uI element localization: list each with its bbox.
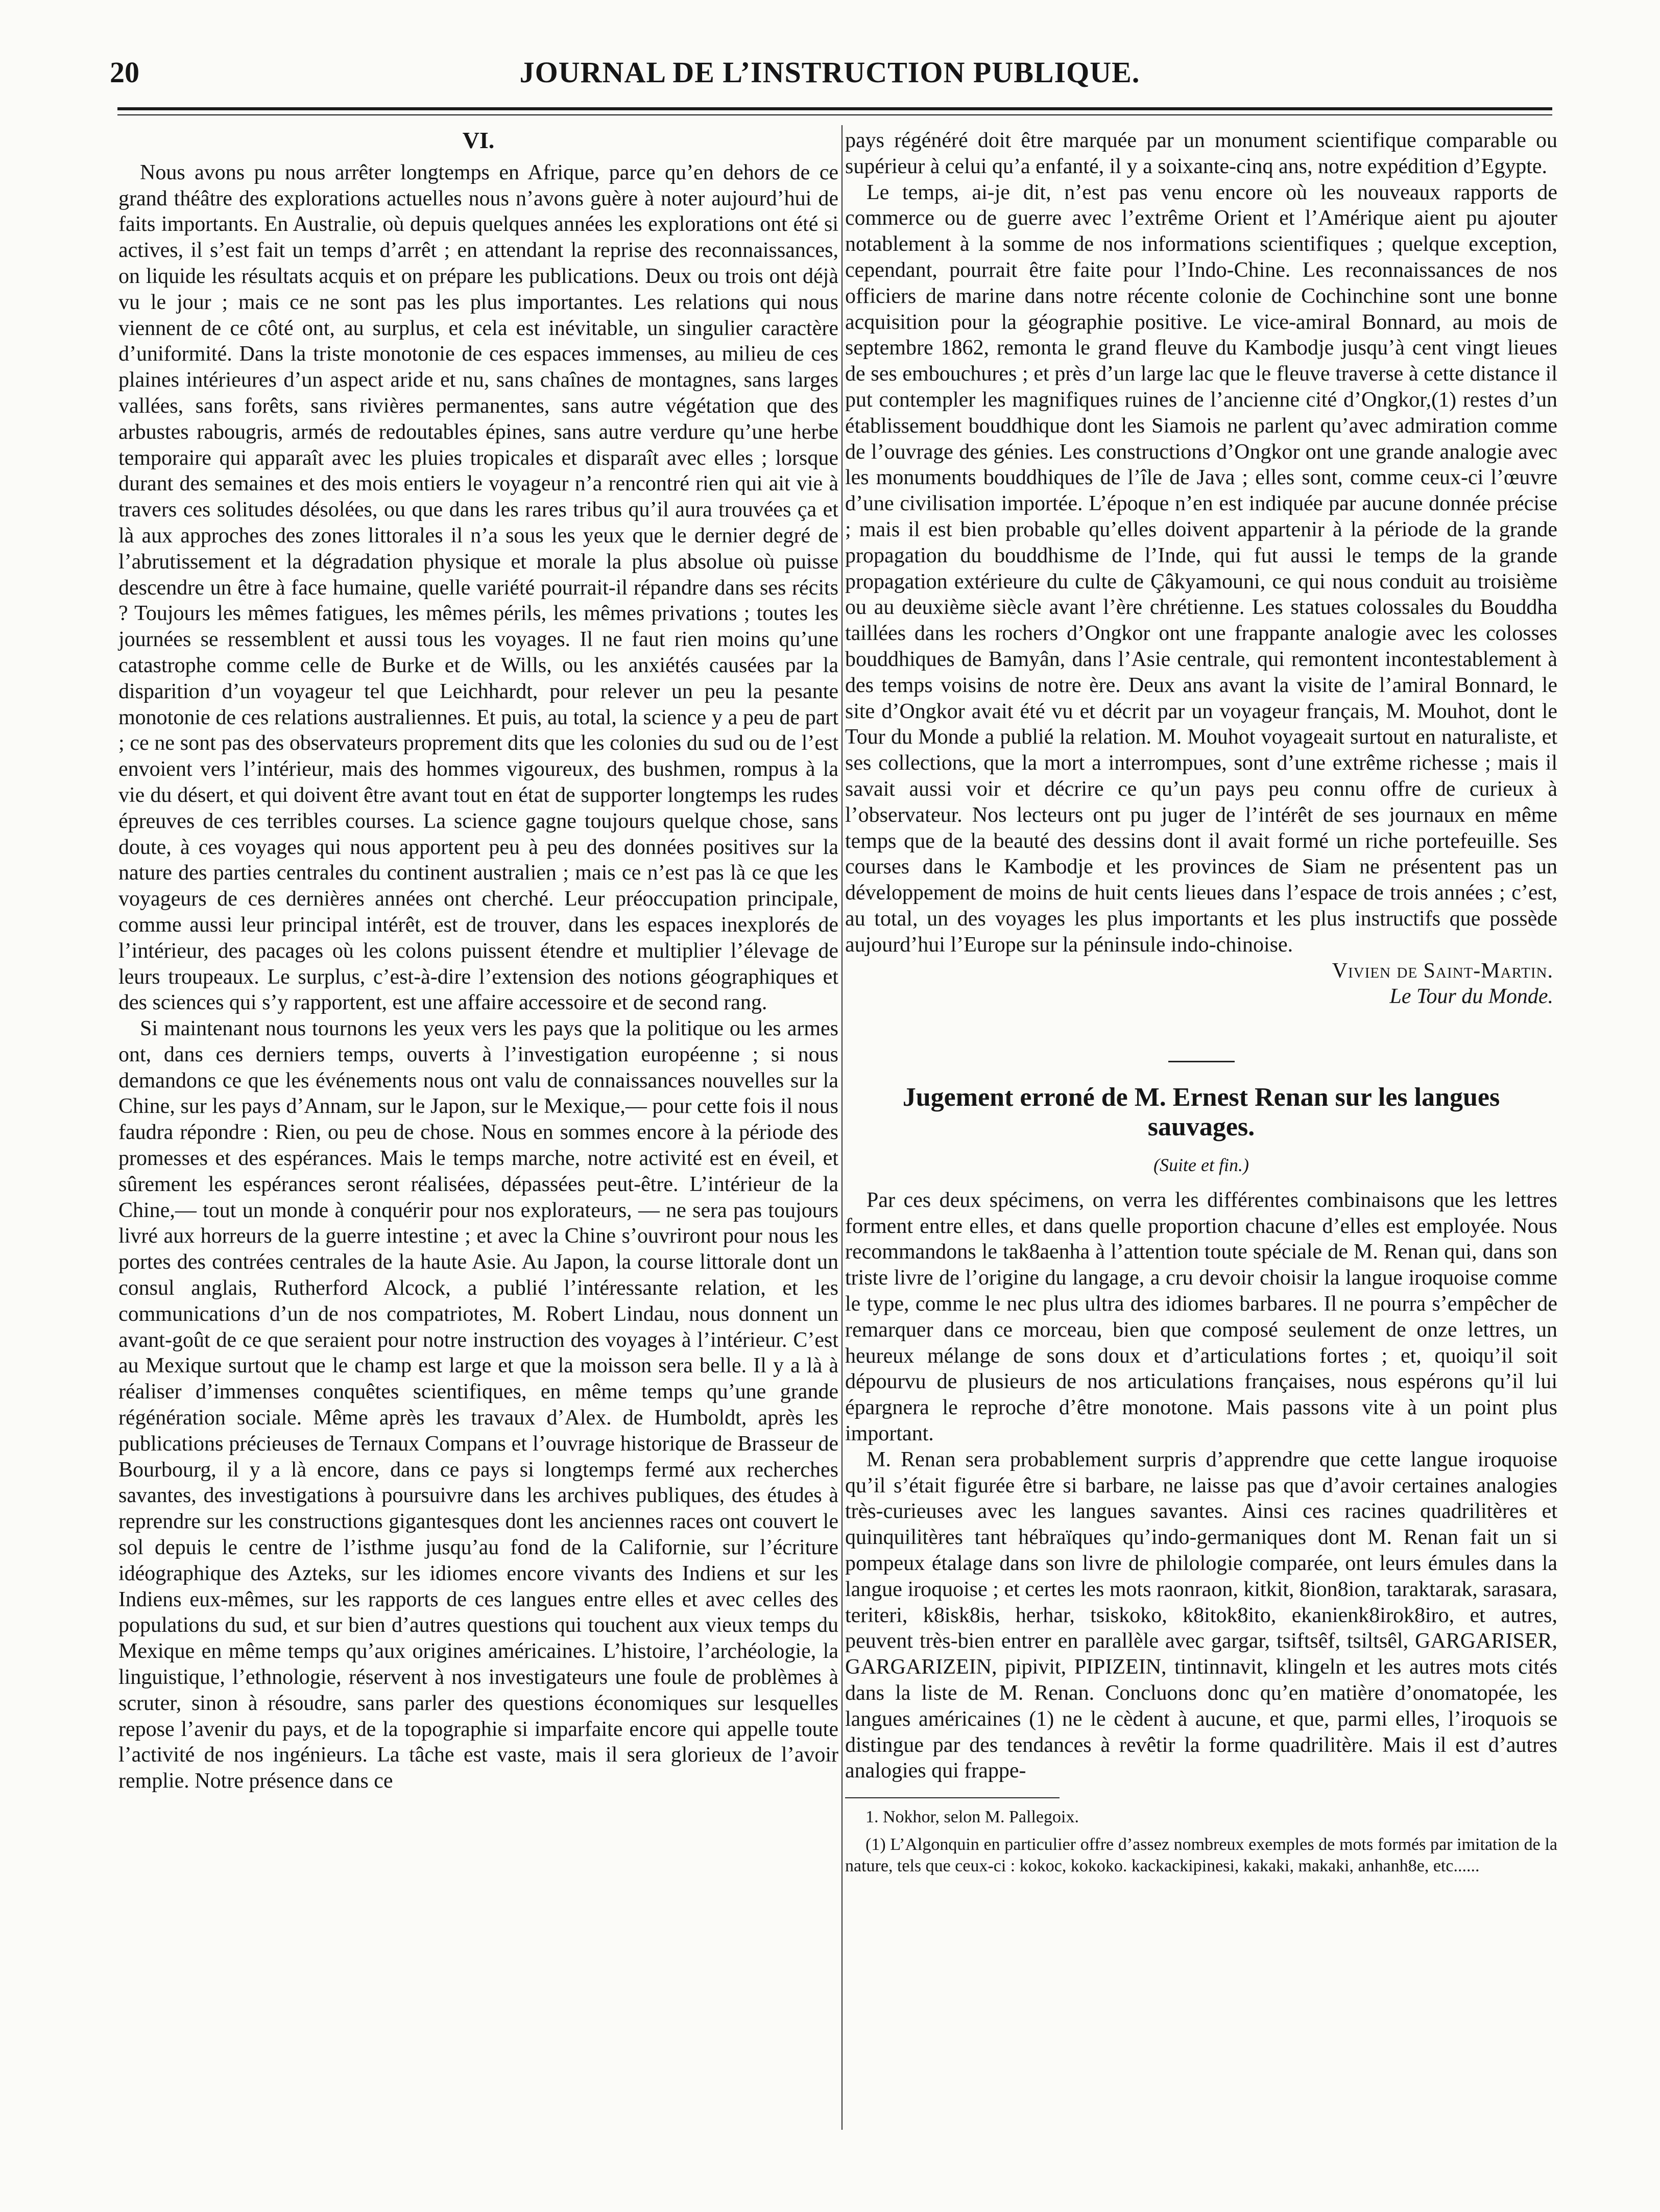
article-paragraph: M. Renan sera probablement surpris d’apprendre que cette langue iroquoise qu’il s’était figurée être si barbare, ne laisse pas que d’avoir certaines analogies très-curieuses avec les langues savantes. Ainsi ces racines quadrilitères et quinquilitères tant hébraïques qu’indo-germaniques dont M. Renan fait un si pompeux étalage dans son livre de philologie comparée, ont leurs émules dans la langue iroquoise ; et certes les mots raonraon, kitkit, 8ion8ion, taraktarak, sarasara, teriteri, k8isk8is, herhar, tsiskoko, k8itok8ito, ekanienk8irok8iro, et autres, peuvent très-bien entrer en parallèle avec gargar, tsiftsêf, tsiltsêl, GARGARISER, GARGARIZEIN, pipivit, PIPIZEIN, tintinnavit, klingeln et les autres mots cités dans la liste de M. Renan. Concluons donc qu’en matière d’onomatopée, les langues américaines (1) ne le cèdent à aucune, et que, parmi elles, l’iroquois se distingue par des tendances à revêtir la forme quadrilitère. Mais il est d’autres analogies qui frappe- <box>845 1447 1557 1783</box>
source-attribution: Le Tour du Monde. <box>1389 985 1553 1009</box>
article-subtitle: (Suite et fin.) <box>1153 1155 1249 1176</box>
journal-title: JOURNAL DE L’INSTRUCTION PUBLIQUE. <box>519 56 1140 89</box>
page-header <box>110 55 1550 101</box>
section-number: VI. <box>462 127 495 153</box>
right-column <box>845 128 1557 1883</box>
paragraph: Le temps, ai-je dit, n’est pas venu encore où les nouveaux rapports de commerce ou de guerre avec l’extrême Orient et l’Amérique aient pu ajouter notablement à la somme de nos informations scientifiques ; quelque exception, cependant, pourrait être faite pour l’Indo-Chine. Les reconnaissances de nos officiers de marine dans notre récente colonie de Cochinchine sont une bonne acquisition pour la géographie positive. Le vice-amiral Bonnard, au mois de septembre 1862, remonta le grand fleuve du Kambodje jusqu’à cent vingt lieues de ses embouchures ; et près d’un large lac que le fleuve traverse à cette distance il put contempler les magnifiques ruines de l’ancienne cité d’Ongkor,(1) restes d’un établissement bouddhique dont les Siamois ne parlent qu’avec admiration comme de l’ouvrage des génies. Les constructions d’Ongkor ont une grande analogie avec les monuments bouddhiques de l’île de Java ; elles sont, comme ceux-ci l’œuvre d’une civilisation importée. L’époque n’en est indiquée par aucune donnée précise ; mais il est bien probable qu’elles doivent appartenir à la période de la grande propagation du bouddhisme de l’Inde, qui fut aussi le temps de la grande propagation extérieure du culte de Çâkyamouni, ce qui nous conduit au troisième ou au deuxième siècle avant l’ère chrétienne. Les statues colossales du Bouddha taillées dans les rochers d’Ongkor ont une frappante analogie avec les colosses bouddhiques de Bamyân, dans l’Asie centrale, qui remontent incontestablement à des temps voisins de notre ère. Deux ans avant la visite de l’amiral Bonnard, le site d’Ongkor avait été vu et décrit par un voyageur français, M. Mouhot, dont le Tour du Monde a publié la relation. M. Mouhot voyageait surtout en naturaliste, et ses collections, que la mort a interrompues, sont d’une extrême richesse ; mais il savait aussi voir et décrire ce qu’un pays peu connu offre de curieux à l’observateur. Nos lecteurs ont pu juger de l’intérêt de ses journaux en même temps que de la beauté des dessins dont il avait formé un riche portefeuille. Ses courses dans le Kambodje et les provinces de Siam ne présentent pas un développement de moins de huit cents lieues dans l’espace de trois années ; c’est, au total, un des voyages les plus importants et les plus instructifs que possède aujourd’hui l’Europe sur la péninsule indo-chinoise. <box>845 180 1557 957</box>
paragraph: Nous avons pu nous arrêter longtemps en Afrique, parce qu’en dehors de ce grand théâtre des explorations actuelles nous n’avons guère à noter aujourd’hui de faits importants. En Australie, où depuis quelques années les explorations ont été si actives, il s’est fait un temps d’arrêt ; en attendant la reprise des reconnaissances, on liquide les résultats acquis et on prépare les publications. Deux ou trois ont déjà vu le jour ; mais ce ne sont pas les plus importantes. Les relations qui nous viennent de ce côté ont, au surplus, et cela est inévitable, un singulier caractère d’uniformité. Dans la triste monotonie de ces espaces immenses, au milieu de ces plaines intérieures d’un aspect aride et nu, sans chaînes de montagnes, sans larges vallées, sans forêts, sans rivières permanentes, sans autre végétation que des arbustes rabougris, armés de redoutables épines, sans autre verdure qu’une herbe temporaire qui apparaît avec les pluies tropicales et disparaît avec elles ; lorsque durant des semaines et des mois entiers le voyageur n’a rencontré rien qui ait vie à travers ces solitudes désolées, ou que dans les rares tribus qu’il aura trouvées ça et là aux approches des zones littorales il n’a sous les yeux que le dernier degré de l’abrutissement et la dégradation physique et morale la plus absolue où puisse descendre un être à face humaine, quelle variété pourrait-il répandre dans ses récits ? Toujours les mêmes fatigues, les mêmes périls, les mêmes privations ; toutes les journées se ressemblent et aussi tous les voyages. Il ne faut rien moins qu’une catastrophe comme celle de Burke et de Wills, ou les anxiétés causées par la disparition d’un voyageur tel que Leichhardt, pour relever un peu la pesante monotonie de ces relations australiennes. Et puis, au total, la science y a peu de part ; ce ne sont pas des observateurs proprement dits que les colonies du sud ou de l’est envoient vers l’intérieur, mais des hommes vigoureux, des bushmen, rompus à la vie du désert, et qui doivent être avant tout en état de supporter longtemps les rudes épreuves de ces terribles courses. La science gagne toujours quelque chose, sans doute, à ces voyages qui nous apportent peu à peu des données positives sur la nature des parties centrales du continent australien ; mais ce n’est pas là ce que les voyageurs de ces dernières années ont cherché. Leur préoccupation principale, comme aussi leur principal intérêt, est de trouver, dans les espaces inexplorés de l’intérieur, des pacages où les colons puissent étendre et multiplier l’élevage de leurs troupeaux. Le surplus, c’est-à-dire l’extension des notions géographiques et des sciences qui s’y rapportent, est une affaire accessoire et de second rang. <box>118 160 838 1015</box>
paragraph: pays régénéré doit être marquée par un monument scientifique comparable ou supérieur à celui qu’a enfanté, il y a soixante-cinq ans, notre expédition d’Egypte. <box>845 129 1557 178</box>
paragraph: Si maintenant nous tournons les yeux vers les pays que la politique ou les armes ont, dans ces derniers temps, ouverts à l’investigation européenne ; si nous demandons ce que les événements nous ont valu de connaissances nouvelles sur la Chine, sur les pays d’Annam, sur le Japon, sur le Mexique,— pour cette fois il nous faudra répondre : Rien, ou peu de chose. Nous en sommes encore à la période des promesses et des espérances. Mais le temps marche, notre activité est en éveil, et sûrement les espérances seront réalisées, dépassées peut-être. L’intérieur de la Chine,— tout un monde à conquérir pour nos explorateurs, — ne sera pas toujours livré aux horreurs de la guerre intestine ; et avec la Chine s’ouvriront pour nous les portes des contrées centrales de la haute Asie. Au Japon, la course littorale dont un consul anglais, Rutherford Alcock, a publié l’intéressante relation, et les communications d’un de nos compatriotes, M. Robert Lindau, nous donnent un avant-goût de ce que seraient pour notre instruction des voyages à l’intérieur. C’est au Mexique surtout que le champ est large et que la moisson sera belle. Il y a là à réaliser d’immenses conquêtes scientifiques, en même temps qu’une grande régénération sociale. Même après les travaux d’Alex. de Humboldt, après les publications précieuses de Ternaux Compans et l’ouvrage historique de Brasseur de Bourbourg, il y a là encore, dans ce pays si longtemps fermé aux recherches savantes, des investigations à poursuivre dans les archives publiques, des études à reprendre sur les constructions gigantesques dont les anciennes races ont couvert le sol depuis le centre de l’isthme jusqu’au fond de la Californie, sur l’écriture idéographique des Azteks, sur les idiomes encore vivants des Indiens et sur les Indiens eux-mêmes, sur les rapports de ces langues entre elles et avec celles des populations du sud, et sur bien d’autres questions qui touchent aux vieux temps du Mexique en même temps qu’aux origines américaines. L’histoire, l’archéologie, la linguistique, l’ethnologie, réservent à nos investigateurs une foule de problèmes à scruter, sinon à résoudre, sans parler des questions économiques sur lesquelles repose l’avenir du pays, et de la topographie si imparfaite encore qui appelle toute l’activité de nos ingénieurs. La tâche est vaste, mais il sera glorieux de l’avoir remplie. Notre présence dans ce <box>118 1017 838 1793</box>
footnotes <box>845 1806 1557 1877</box>
column-divider <box>841 125 843 2130</box>
author-signature: Vivien de Saint-Martin. <box>1332 959 1553 983</box>
footnote: 1. Nokhor, selon M. Pallegoix. <box>865 1807 1079 1827</box>
article-paragraph: Par ces deux spécimens, on verra les différentes combinaisons que les lettres forment entre elles, et dans quelle proportion chacune d’elles est employée. Nous recommandons le tak8aenha à l’attention toute spéciale de M. Renan qui, dans son triste livre de l’origine du langage, a cru devoir choisir la langue iroquoise comme le type, comme le nec plus ultra des idiomes barbares. Il ne pourra s’empêcher de remarquer dans ce morceau, bien que composé seulement de onze lettres, un heureux mélange de sons doux et d’articulations fortes ; et, quoiqu’il soit dépourvu de plusieurs de nos articulations françaises, nous espérons qu’il lui épargnera le reproche d’être monotone. Mais passons vite à un point plus important. <box>845 1188 1557 1446</box>
footnote-rule <box>845 1797 1060 1798</box>
section-separator <box>1168 1061 1235 1062</box>
left-column <box>118 128 838 1794</box>
header-rule-thick <box>117 107 1552 110</box>
page-number: 20 <box>110 56 139 89</box>
header-rule-thin <box>117 114 1552 115</box>
footnote: (1) L’Algonquin en particulier offre d’assez nombreux exemples de mots formés par imitation de la nature, tels que ceux-ci : kokoc, kokoko. kackackipinesi, kakaki, makaki, anhanh8e, etc...... <box>845 1835 1557 1876</box>
article-title: Jugement erroné de M. Ernest Renan sur les langues sauvages. <box>902 1083 1500 1142</box>
